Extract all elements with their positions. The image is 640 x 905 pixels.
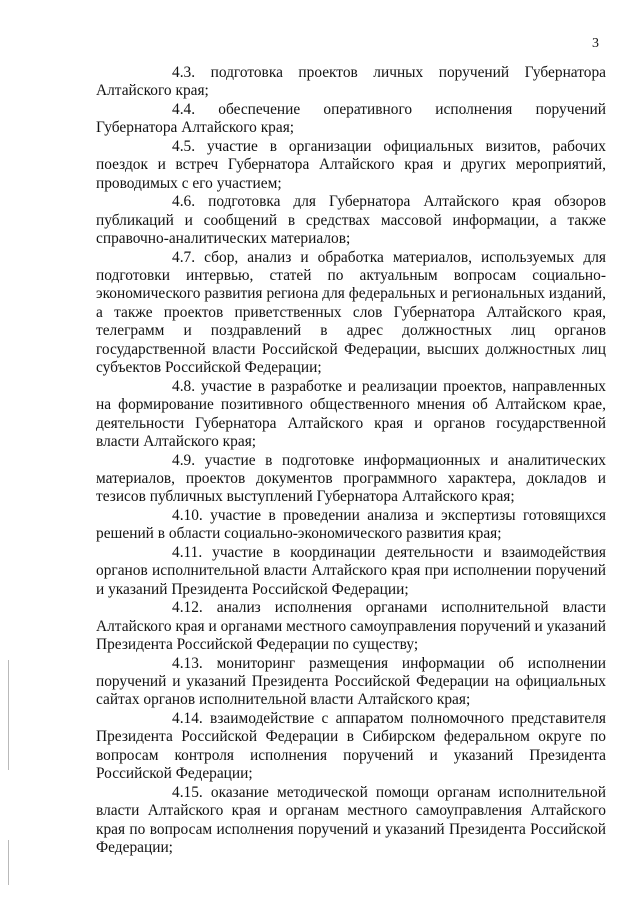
clause-text: участие в организации официальных визитов, рабочих поездок и встреч Губернатора Алтайского края и других мероприятий, проводимых с его участием;	[96, 137, 606, 192]
clause-4-7	[96, 249, 606, 378]
clause-text: подготовка проектов личных поручений Губернатора Алтайского края;	[96, 64, 606, 100]
clause-text: участие в координации деятельности и взаимодействия органов исполнительной власти Алтайского края при исполнении поручений и указаний Президента Российской Федерации;	[96, 543, 606, 598]
clause-text: взаимодействие с аппаратом полномочного представителя Президента Российской Федерации в Сибирском федеральном округе по вопросам контроля исполнения поручений и указаний Президента Российской Федерации;	[96, 709, 606, 783]
document-body	[96, 64, 606, 857]
clause-text: анализ исполнения органами исполнительной власти Алтайского края и органами местного самоуправления поручений и указаний Президента Российской Федерации по существу;	[96, 599, 606, 654]
clause-4-3	[96, 64, 606, 101]
scan-margin-mark	[8, 660, 9, 770]
clause-text: участие в проведении анализа и экспертизы готовящихся решений в области социально-экономического развития края;	[96, 506, 606, 543]
clause-number: 4.10.	[172, 506, 203, 524]
clause-4-10	[96, 507, 606, 544]
clause-number: 4.5.	[172, 137, 196, 155]
clause-number: 4.7.	[172, 248, 196, 266]
clause-text: участие в подготовке информационных и аналитических материалов, проектов документов программного характера, докладов и тезисов публичных выступлений Губернатора Алтайского края;	[96, 451, 606, 506]
clause-text: подготовка для Губернатора Алтайского края обзоров публикаций и сообщений в средствах массовой информации, а также справочно-аналитических материалов;	[96, 193, 606, 248]
clause-text: обеспечение оперативного исполнения поручений Губернатора Алтайского края;	[96, 100, 606, 137]
clause-number: 4.14.	[172, 709, 203, 727]
clause-number: 4.3.	[172, 64, 196, 81]
clause-4-14	[96, 710, 606, 784]
clause-text: мониторинг размещения информации об исполнении поручений и указаний Президента Российской Федерации на официальных сайтах органов исполнительной власти Алтайского края;	[96, 654, 606, 709]
clause-4-6	[96, 193, 606, 248]
page-number: 3	[592, 36, 599, 51]
clause-number: 4.4.	[172, 100, 196, 118]
clause-4-13	[96, 655, 606, 710]
scan-margin-mark	[8, 840, 9, 885]
clause-4-8	[96, 378, 606, 452]
clause-4-15	[96, 784, 606, 858]
clause-number: 4.11.	[172, 543, 203, 561]
clause-4-4	[96, 101, 606, 138]
clause-4-12	[96, 599, 606, 654]
clause-number: 4.9.	[172, 451, 196, 469]
clause-number: 4.8.	[172, 377, 196, 395]
clause-number: 4.13.	[172, 654, 203, 672]
clause-number: 4.12.	[172, 599, 203, 617]
clause-text: оказание методической помощи органам исполнительной власти Алтайского края и органам местного самоуправления Алтайского края по вопросам исполнения поручений и указаний Президента Российской Федерации;	[96, 783, 606, 857]
clause-number: 4.6.	[172, 193, 196, 211]
clause-4-9	[96, 452, 606, 507]
clause-text: участие в разработке и реализации проектов, направленных на формирование позитивного общественного мнения об Алтайском крае, деятельности Губернатора Алтайского края и органов государственной власти Алтайского края;	[96, 377, 606, 451]
clause-number: 4.15.	[172, 783, 203, 801]
clause-4-5	[96, 138, 606, 193]
clause-text: сбор, анализ и обработка материалов, используемых для подготовки интервью, статей по актуальным вопросам социально-экономического развития региона для федеральных и региональных изданий, а также проектов приветственных слов Губернатора Алтайского края, телеграмм и поздравлений в адрес должностных лиц органов государственной власти Российской Федерации, высших должностных лиц субъектов Российской Федерации;	[96, 248, 606, 377]
clause-4-11	[96, 544, 606, 599]
